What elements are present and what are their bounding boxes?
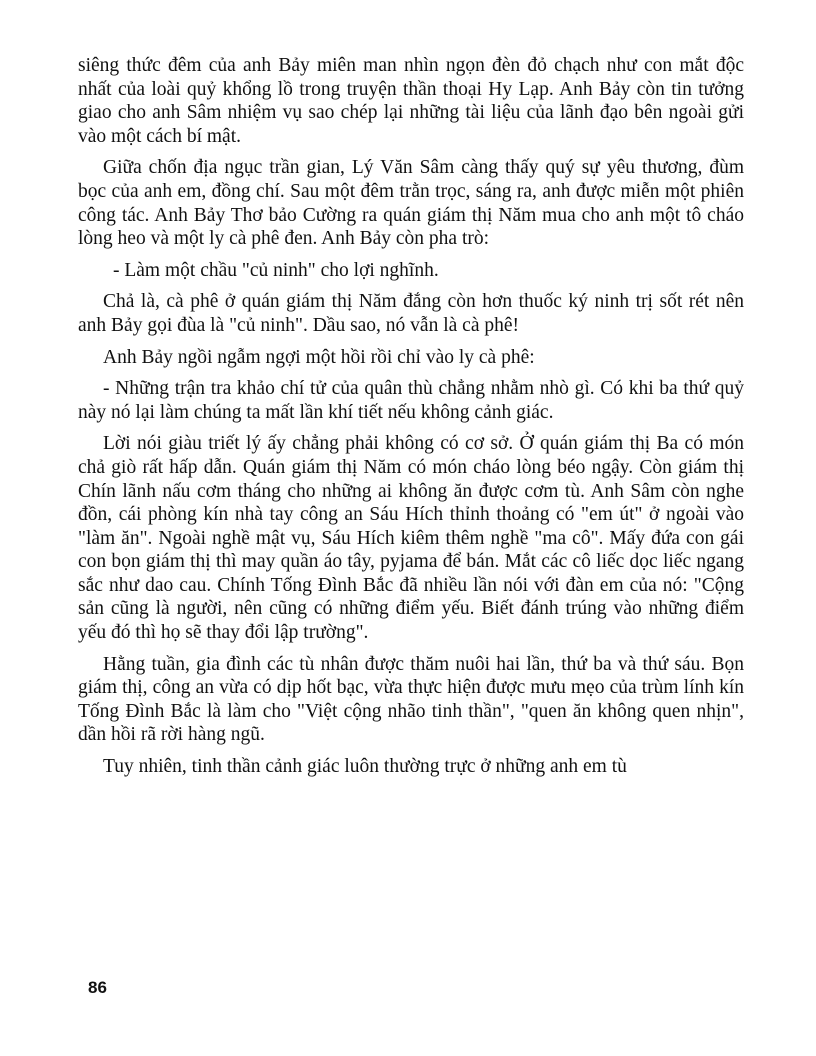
page-body [78,54,744,787]
paragraph-3-dialogue: - Làm một chầu "củ ninh" cho lợi nghĩnh. [113,259,439,281]
paragraph-2: Giữa chốn địa ngục trần gian, Lý Văn Sâm càng thấy quý sự yêu thương, đùm bọc của anh em, đồng chí. Sau một đêm trằn trọc, sáng ra, anh được miễn một phiên công tác. Anh Bảy Thơ bảo Cường ra quán giám thị Năm mua cho anh một tô cháo lòng heo và một ly cà phê đen. Anh Bảy còn pha trò: [78,157,744,250]
page-number: 86 [88,978,107,997]
paragraph-5: Anh Bảy ngồi ngẫm ngợi một hồi rồi chỉ vào ly cà phê: [103,346,535,368]
paragraph-4: Chả là, cà phê ở quán giám thị Năm đắng còn hơn thuốc ký ninh trị sốt rét nên anh Bảy gọi đùa là "củ ninh". Dầu sao, nó vẫn là cà phê! [78,291,744,336]
paragraph-9: Tuy nhiên, tinh thần cảnh giác luôn thường trực ở những anh em tù [103,756,627,778]
paragraph-1: siêng thức đêm của anh Bảy miên man nhìn ngọn đèn đỏ chạch như con mắt độc nhất của loài quỷ khổng lồ trong truyện thần thoại Hy Lạp. Anh Bảy còn tin tưởng giao cho anh Sâm nhiệm vụ sao chép lại những tài liệu của lãnh đạo bên ngoài gửi vào một cách bí mật. [78,55,744,147]
paragraph-6-dialogue: - Những trận tra khảo chí tử của quân thù chẳng nhằm nhò gì. Có khi ba thứ quỷ này nó lại làm chúng ta mất lần khí tiết nếu không cảnh giác. [78,378,744,423]
paragraph-7: Lời nói giàu triết lý ấy chẳng phải không có cơ sở. Ở quán giám thị Ba có món chả giò rất hấp dẫn. Quán giám thị Năm có món cháo lòng béo ngậy. Còn giám thị Chín lãnh nấu cơm tháng cho những ai không ăn được cơm tù. Anh Sâm còn nghe đồn, cái phòng kín nhà tay công an Sáu Hích thỉnh thoảng có "em út" ở ngoài vào "làm ăn". Ngoài nghề mật vụ, Sáu Hích kiêm thêm nghề "ma cô". Mấy đứa con gái con bọn giám thị thì may quần áo tây, pyjama để bán. Mắt các cô liếc dọc liếc ngang sắc như dao cau. Chính Tống Đình Bắc đã nhiều lần nói với đàn em của nó: "Cộng sản cũng là người, nên cũng có những điểm yếu. Biết đánh trúng vào những điểm yếu đó thì họ sẽ thay đổi lập trường". [78,433,744,644]
paragraph-8: Hằng tuần, gia đình các tù nhân được thăm nuôi hai lần, thứ ba và thứ sáu. Bọn giám thị, công an vừa có dịp hốt bạc, vừa thực hiện được mưu mẹo của trùm lính kín Tống Đình Bắc là làm cho "Việt cộng nhão tinh thần", "quen ăn không quen nhịn", dần hồi rã rời hàng ngũ. [78,653,744,746]
